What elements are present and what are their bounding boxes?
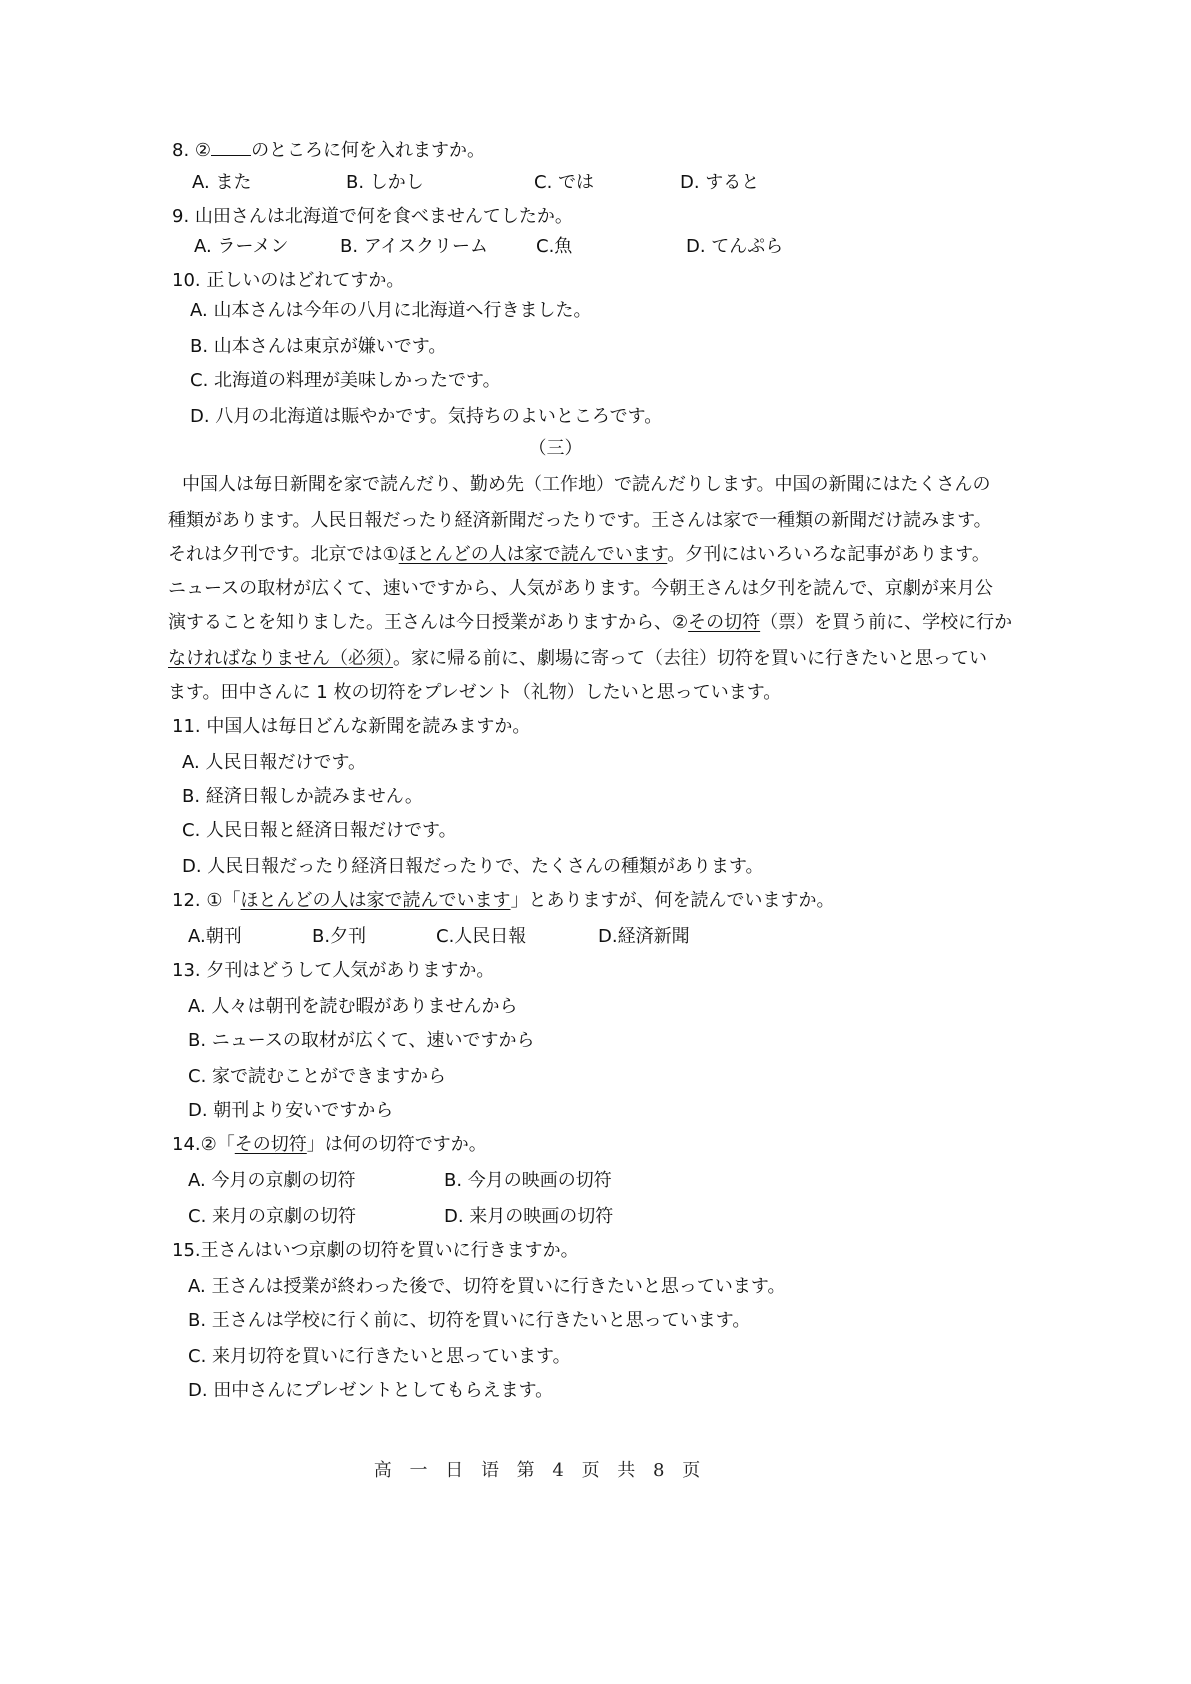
q8-mark: ② [194, 140, 212, 161]
q10-option-a: A. 山本さんは今年の八月に北海道へ行きました。 [190, 300, 592, 321]
q12-stem: 12. ①「ほとんどの人は家で読んでいます」とありますが、何を読んでいますか。 [172, 890, 835, 911]
q14-underlined-quote: その切符 [234, 1134, 307, 1155]
q15-option-c: C. 来月切符を買いに行きたいと思っています。 [188, 1346, 571, 1367]
q12-option-c: C.人民日報 [436, 926, 527, 947]
passage-line-7: ます。田中さんに 1 枚の切符をプレゼント（礼物）したいと思っています。 [168, 682, 782, 703]
q9-option-d: D. てんぷら [686, 236, 784, 257]
q8-number: 8. [172, 140, 190, 161]
passage-line-3: それは夕刊です。北京では①ほとんどの人は家で読んでいます。夕刊にはいろいろな記事があります。 [168, 544, 990, 565]
q13-stem: 13. 夕刊はどうして人気がありますか。 [172, 960, 495, 981]
q15-option-b: B. 王さんは学校に行く前に、切符を買いに行きたいと思っています。 [188, 1310, 751, 1331]
underlined-phrase-3: なければなりません [168, 648, 330, 669]
q13-option-c: C. 家で読むことができますから [188, 1066, 447, 1087]
q9-option-b: B. アイスクリーム [340, 236, 488, 257]
q8-stem [172, 138, 485, 164]
q14-stem: 14.②「その切符」は何の切符ですか。 [172, 1134, 487, 1155]
passage-line-5: 演することを知りました。王さんは今日授業がありますから、②その切符（票）を買う前に、学校に行か [168, 612, 1013, 633]
q14-option-d: D. 来月の映画の切符 [444, 1206, 614, 1227]
q9-option-a: A. ラーメン [194, 236, 289, 257]
q12-underlined-quote: ほとんどの人は家で読んでいます [240, 890, 511, 911]
q15-option-a: A. 王さんは授業が終わった後で、切符を買いに行きたいと思っています。 [188, 1276, 786, 1297]
passage-line-2: 種類があります。人民日報だったり経済新聞だったりです。王さんは家で一種類の新聞だけ読みます。 [168, 510, 992, 531]
q14-option-c: C. 来月の京劇の切符 [188, 1206, 357, 1227]
q10-stem: 10. 正しいのはどれてすか。 [172, 270, 405, 291]
q8-option-a: A. また [192, 172, 252, 193]
passage-line-4: ニュースの取材が広くて、速いですから、人気があります。今朝王さんは夕刊を読んで、京劇が来月公 [168, 578, 993, 599]
passage-line-6: なければなりません（必须）。家に帰る前に、劇場に寄って（去往）切符を買いに行きたいと思ってい [168, 648, 987, 669]
section-heading: （三） [528, 438, 583, 459]
q10-option-c: C. 北海道の料理が美味しかったです。 [190, 370, 501, 391]
q11-option-d: D. 人民日報だったり経済日報だったりで、たくさんの種類があります。 [182, 856, 764, 877]
q11-option-c: C. 人民日報と経済日報だけです。 [182, 820, 457, 841]
q12-option-a: A.朝刊 [188, 926, 242, 947]
q13-option-b: B. ニュースの取材が広くて、速いですから [188, 1030, 535, 1051]
q10-option-b: B. 山本さんは東京が嫌いです。 [190, 336, 447, 357]
q13-option-a: A. 人々は朝刊を読む暇がありませんから [188, 996, 518, 1017]
q8-option-d: D. すると [680, 172, 760, 193]
q9-option-c: C.魚 [536, 236, 573, 257]
q15-option-d: D. 田中さんにプレゼントとしてもらえます。 [188, 1380, 554, 1401]
q9-stem: 9. 山田さんは北海道で何を食べませんてしたか。 [172, 206, 573, 227]
q14-option-a: A. 今月の京劇の切符 [188, 1170, 356, 1191]
q15-stem: 15.王さんはいつ京劇の切符を買いに行きますか。 [172, 1240, 579, 1261]
q8-blank [211, 141, 251, 156]
q8-option-c: C. では [534, 172, 595, 193]
underlined-phrase-2: その切符 [688, 612, 761, 633]
q11-stem: 11. 中国人は毎日どんな新聞を読みますか。 [172, 716, 531, 737]
q12-option-b: B.夕刊 [312, 926, 367, 947]
page-footer: 高 一 日 语 第 4 页 共 8 页 [373, 1460, 707, 1481]
q8-stem-text: のところに何を入れますか。 [251, 140, 486, 161]
q14-option-b: B. 今月の映画の切符 [444, 1170, 612, 1191]
q10-option-d: D. 八月の北海道は賑やかです。気持ちのよいところです。 [190, 406, 663, 427]
passage-line-1: 中国人は毎日新聞を家で読んだり、勤め先（工作地）で読んだりします。中国の新聞にはたくさんの [182, 474, 991, 495]
underlined-phrase-1: ほとんどの人は家で読んでいます [398, 544, 668, 565]
q13-option-d: D. 朝刊より安いですから [188, 1100, 394, 1121]
q11-option-b: B. 経済日報しか読みません。 [182, 786, 423, 807]
q8-option-b: B. しかし [346, 172, 424, 193]
q11-option-a: A. 人民日報だけです。 [182, 752, 366, 773]
q12-option-d: D.経済新聞 [598, 926, 690, 947]
